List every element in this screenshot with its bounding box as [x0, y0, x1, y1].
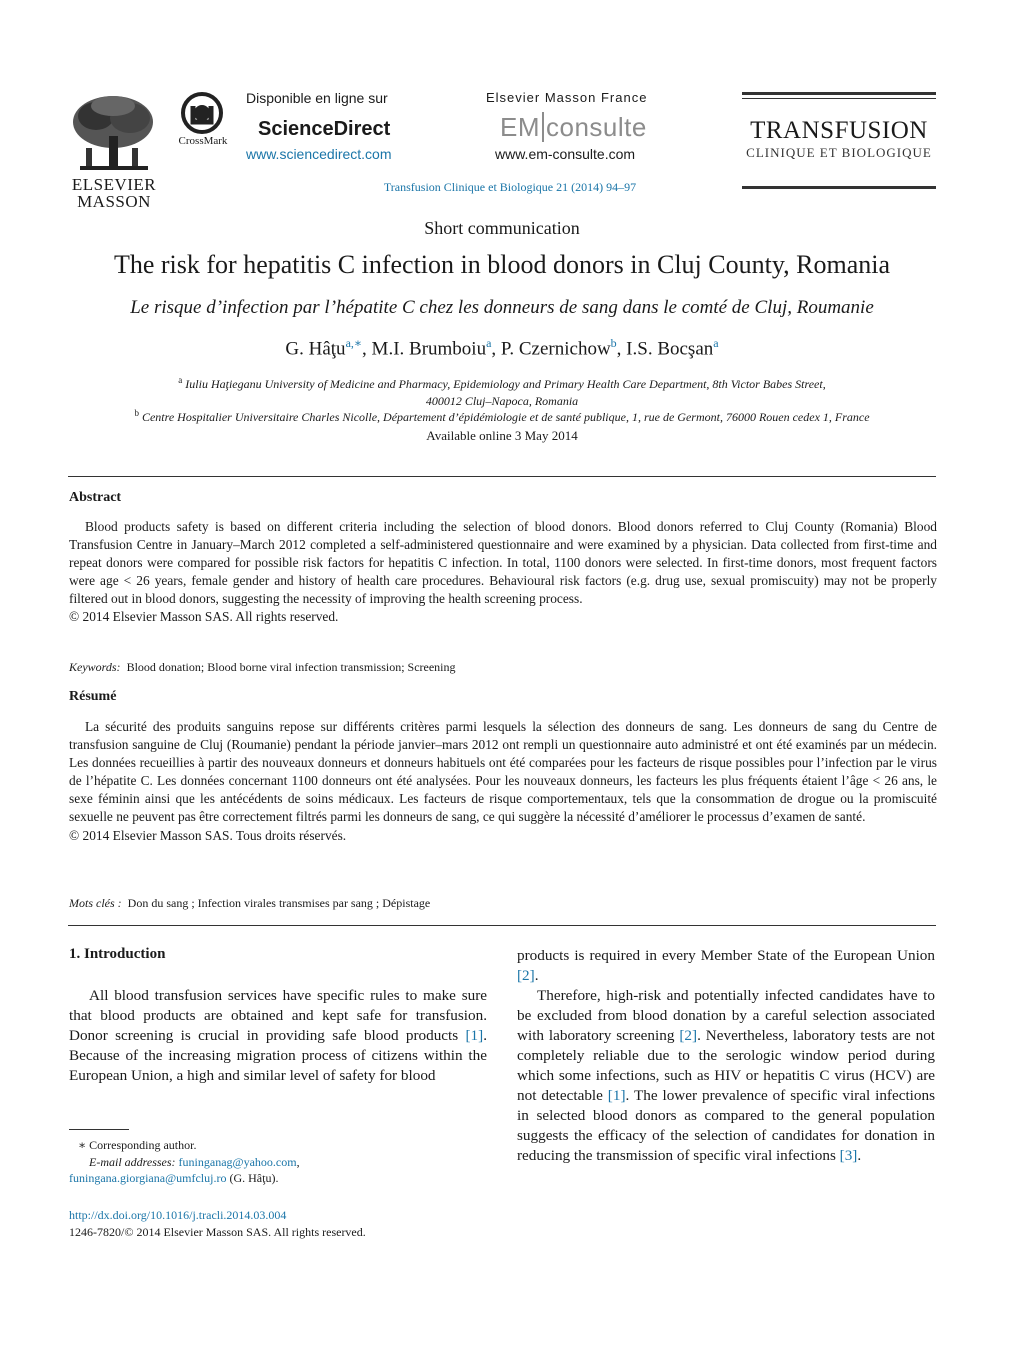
em-publisher: Elsevier Masson France	[486, 90, 648, 105]
abstract-body	[69, 518, 937, 627]
doi-link[interactable]: http://dx.doi.org/10.1016/j.tracli.2014.03.004	[69, 1208, 287, 1222]
article-title-french: Le risque d’infection par l’hépatite C chez les donneurs de sang dans le comté de Cluj, Roumanie	[130, 297, 874, 318]
author-affiliation-marker[interactable]: b	[610, 336, 617, 350]
keywords: Keywords: Blood donation; Blood borne viral infection transmission; Screening	[69, 660, 456, 674]
abstract-text: Blood products safety is based on different criteria including the selection of blood donors. Blood donors referred to Cluj County (Romania) Blood Transfusion Centre in January–March 2012 completed a self-administered questionnaire and were examined by a physician. Data collected from first-time and repeat donors were compared for possible risk factors for hepatitis C infection. In total, 1100 donors were selected. In first-time donors, most frequent factors were age < 26 years, female gender and history of health care procedures. Behavioural risk factors (e.g. drug use, sexual promiscuity) may not be properly filtered out in blood donors, suggesting the necessity of improving the health screening process.	[69, 519, 937, 607]
crossmark-label: CrossMark	[178, 135, 228, 147]
author-list: G. Hâţu$^{a,∗}$, M.I. Brumboiu$^a$, P. Czernichow$^b$, I.S. Bocşan$^a$	[285, 336, 719, 360]
affiliation-a: $^a$ Iuliu Haţieganu University of Medicine and Pharmacy, Epidemiology and Primary Health Care Department, 8th Victor Babes Street, 400012 Cluj–Napoca, Romania	[178, 375, 826, 408]
reference-link[interactable]: [2]	[679, 1027, 698, 1044]
reference-link[interactable]: [2]	[517, 967, 535, 984]
mots-cles: Mots clés : Don du sang ; Infection virales transmises par sang ; Dépistage	[69, 896, 431, 910]
elsevier-tree-logo	[66, 92, 160, 172]
affiliation-b: $^b$ Centre Hospitalier Universitaire Charles Nicolle, Département d’épidémiologie et de santé publique, 1, rue de Germont, 76000 Rouen cedex 1, France	[134, 408, 870, 424]
sciencedirect-available: Disponible en ligne sur	[246, 90, 388, 106]
resume-heading: Résumé	[69, 689, 117, 704]
intro-left-column: All blood transfusion services have specific rules to make sure that blood products are obtained and kept safe for transfusion. Donor screening is crucial in providing safe blood products [1]. Because of the increasing migration process of citizens within the European Union, a high and similar level of safety for blood	[69, 987, 487, 1084]
author-affiliation-marker[interactable]: a,∗	[345, 336, 363, 350]
footnote-rule	[69, 1129, 129, 1130]
reference-link[interactable]: [1]	[607, 1087, 626, 1104]
resume-text: La sécurité des produits sanguins repose sur différents critères parmi lesquels la sélection des donneurs de sang. Les donneurs de sang du Centre de transfusion sanguine de Cluj (Roumanie) pendant la période janvier–mars 2012 ont rempli un questionnaire auto administré et ont été examinés par un médecin. Les données recueillies à partir des nouveaux donneurs et donneurs habituels ont été comparées pour les facteurs de risque possibles pour l’infection par le virus de l’hépatite C. Les données concernant 1100 donneurs ont été analysées. Pour les nouveaux donneurs, les facteurs les plus fréquents étaient l’âge < 26 ans, le sexe féminin ainsi que les antécédents de soins médicaux. Les facteurs de risque comportementaux, tels que la consommation de drogue ou la promiscuité sexuelle ne peuvent pas être correctement filtrés parmi les donneurs de sang, ce qui suggère la nécessité d’améliorer le processus d’examen de santé.	[69, 719, 937, 825]
emconsulte-logo[interactable]: EM consulte	[500, 112, 647, 142]
divider	[68, 476, 936, 477]
author-name[interactable]: P. Czernichow	[500, 338, 611, 360]
author-name[interactable]: I.S. Bocşan	[626, 338, 714, 360]
resume-copyright: © 2014 Elsevier Masson SAS. Tous droits réservés.	[69, 827, 347, 843]
corresponding-author-note: ∗ Corresponding author.	[78, 1138, 197, 1152]
introduction-heading: 1. Introduction	[69, 946, 166, 962]
article-type: Short communication	[424, 218, 580, 238]
journal-logo-title: TRANSFUSION	[750, 117, 928, 144]
intro-right-column: products is required in every Member State of the European Union [2]. Therefore, high-risk and potentially infected candidates have to be excluded from blood donation by a careful selection associated with laboratory screening [2]. Nevertheless, laboratory tests are not completely reliable due to the serologic window period during which some infections, such as HIV or hepatitis C virus (HCV) are not detectable [1]. The lower prevalence of specific viral infections in selected blood donors as compared to the general population suggests the efficacy of the selection of candidates for donation in reducing the transmission of specific viral infections [3].	[517, 947, 936, 1164]
publisher-logo-text: ELSEVIER MASSON	[71, 175, 157, 211]
journal-citation-link[interactable]: Transfusion Clinique et Biologique 21 (2014) 94–97	[383, 180, 637, 194]
sciencedirect-link[interactable]: www.sciencedirect.com	[246, 146, 392, 162]
issn-copyright: 1246-7820/© 2014 Elsevier Masson SAS. All rights reserved.	[69, 1225, 366, 1239]
divider	[68, 925, 936, 926]
sciencedirect-brand[interactable]: ScienceDirect	[258, 118, 391, 140]
journal-logo-rule	[742, 98, 936, 99]
resume-body	[69, 718, 937, 845]
journal-logo-rule	[742, 92, 936, 95]
abstract-copyright: © 2014 Elsevier Masson SAS. All rights reserved.	[69, 609, 339, 625]
author-affiliation-marker[interactable]: a	[713, 336, 719, 350]
email-line: E-mail addresses: funinganag@yahoo.com,	[89, 1155, 300, 1169]
abstract-heading: Abstract	[69, 490, 122, 505]
available-online: Available online 3 May 2014	[426, 428, 578, 443]
email-link[interactable]: funinganag@yahoo.com	[178, 1155, 297, 1169]
author-name[interactable]: G. Hâţu	[285, 338, 346, 360]
author-affiliation-marker[interactable]: a	[486, 336, 492, 350]
author-name[interactable]: M.I. Brumboiu	[371, 338, 487, 360]
email-line-2: funingana.giorgiana@umfcluj.ro (G. Hâţu).	[69, 1171, 279, 1185]
email-link[interactable]: funingana.giorgiana@umfcluj.ro	[69, 1171, 227, 1185]
article-title: The risk for hepatitis C infection in blood donors in Cluj County, Romania	[113, 250, 891, 279]
emconsulte-link[interactable]: www.em-consulte.com	[495, 146, 636, 162]
reference-link[interactable]: [1]	[465, 1027, 484, 1044]
journal-logo-subtitle: CLINIQUE ET BIOLOGIQUE	[746, 145, 932, 160]
reference-link[interactable]: [3]	[839, 1147, 858, 1164]
